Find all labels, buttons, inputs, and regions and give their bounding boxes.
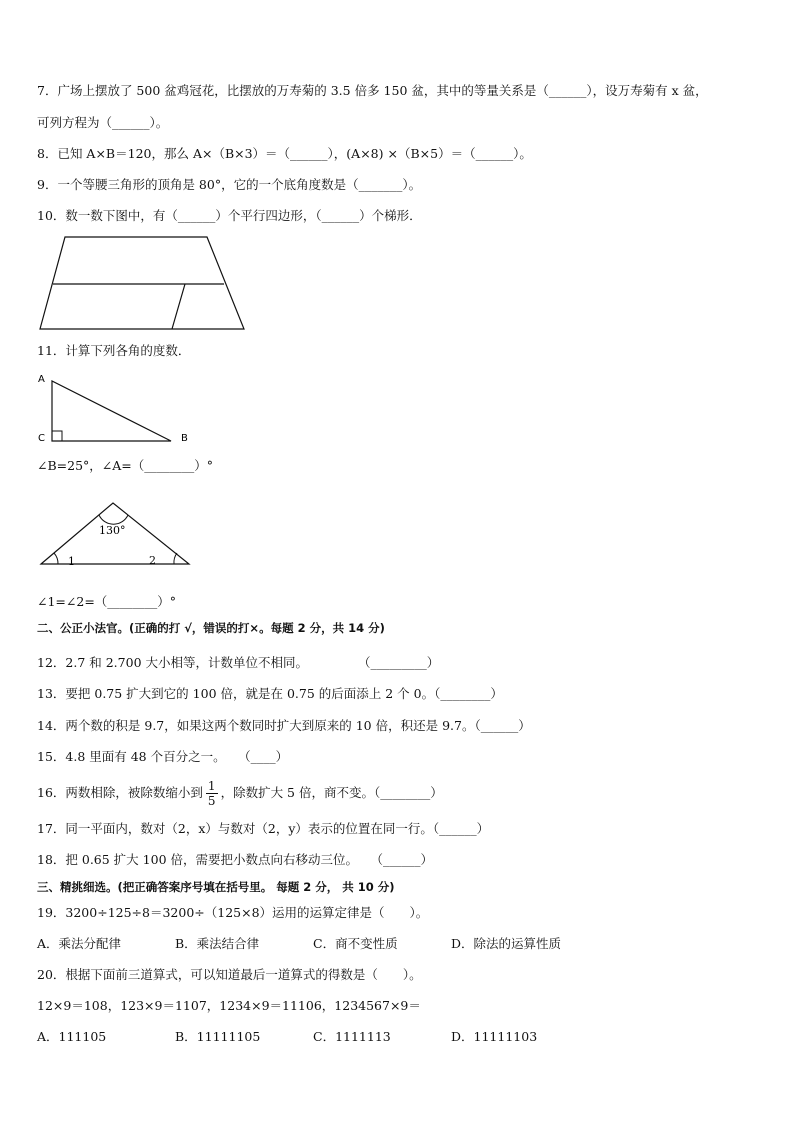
question-20-options <box>37 1029 589 1045</box>
option-d: D．11111103 <box>451 1029 538 1044</box>
vertex-label-b: B <box>181 433 188 444</box>
option-a: A．乘法分配律 <box>37 936 122 951</box>
question-11-answer-2: ∠1=∠2=（________）° <box>37 594 177 609</box>
question-7-line-1: 7．广场上摆放了 500 盆鸡冠花，比摆放的万寿菊的 3.5 倍多 150 盆，其中的等量关系是（______），设万寿菊有 x 盆， <box>37 83 708 98</box>
option-b: B．乘法结合律 <box>175 936 260 951</box>
section-3-title: 三、精挑细选。(把正确答案序号填在括号里。 每题 2 分， 共 10 分) <box>37 880 395 894</box>
question-14: 14．两个数的积是 9.7，如果这两个数同时扩大到原来的 10 倍，积还是 9.7。（______） <box>37 718 531 733</box>
trapezoid-outline <box>40 237 244 329</box>
vertex-label-a: A <box>38 374 45 385</box>
option-b: B．11111105 <box>175 1029 261 1044</box>
question-16 <box>37 776 443 810</box>
right-triangle-outline <box>52 381 171 441</box>
question-18: 18．把 0.65 扩大 100 倍，需要把小数点向右移动三位。 （______） <box>37 852 433 867</box>
angle-2-label: 2 <box>149 554 156 567</box>
option-c: C．1111113 <box>313 1029 391 1044</box>
fraction-denominator: 5 <box>207 794 216 808</box>
question-19: 19．3200÷125÷8＝3200÷（125×8）运用的运算定律是（ ）。 <box>37 905 429 920</box>
question-10: 10．数一数下图中，有（______）个平行四边形，（______）个梯形． <box>37 208 422 223</box>
question-9: 9．一个等腰三角形的顶角是 80°，它的一个底角度数是（_______）。 <box>37 177 422 192</box>
question-15: 15．4.8 里面有 48 个百分之一。 （____） <box>37 749 289 764</box>
question-7-line-2: 可列方程为（______）。 <box>37 115 169 130</box>
fraction-one-fifth <box>206 779 218 808</box>
question-20: 20．根据下面前三道算式，可以知道最后一道算式的得数是（ ）。 <box>37 967 422 982</box>
question-16-suffix: ，除数扩大 5 倍，商不变。（________） <box>220 785 443 800</box>
question-8: 8．已知 A×B＝120，那么 A×（B×3）＝（______），(A×8) ×（B×5）＝（______）。 <box>37 146 532 161</box>
option-c: C．商不变性质 <box>313 936 398 951</box>
right-triangle-figure <box>35 370 195 448</box>
question-20-equations: 12×9＝108，123×9＝1107，1234×9＝11106，1234567×9＝ <box>37 998 421 1013</box>
option-a: A．111105 <box>37 1029 107 1044</box>
question-19-options <box>37 936 589 952</box>
question-13: 13．要把 0.75 扩大到它的 100 倍，就是在 0.75 的后面添上 2 个 0。（________） <box>37 686 503 701</box>
option-d: D．除法的运算性质 <box>451 936 562 951</box>
trapezoid-figure <box>38 234 248 334</box>
question-11: 11．计算下列各角的度数． <box>37 343 191 358</box>
question-11-answer-1: ∠B=25°，∠A=（________）° <box>37 458 214 473</box>
section-2-title: 二、公正小法官。(正确的打 √，错误的打×。每题 2 分，共 14 分) <box>37 621 385 635</box>
question-16-prefix: 16．两数相除，被除数缩小到 <box>37 785 203 800</box>
question-17: 17．同一平面内，数对（2，x）与数对（2，y）表示的位置在同一行。（______） <box>37 821 490 836</box>
angle-1-arc <box>54 553 58 564</box>
vertex-label-c: C <box>38 433 45 444</box>
isosceles-triangle-figure <box>37 500 197 570</box>
apex-angle-arc <box>99 515 128 524</box>
question-12: 12．2.7 和 2.700 大小相等，计数单位不相同。 （_________） <box>37 655 440 670</box>
right-angle-mark <box>52 431 62 441</box>
trapezoid-slant-line <box>172 284 185 329</box>
apex-angle-label: 130° <box>99 524 126 537</box>
angle-1-label: 1 <box>68 555 75 568</box>
fraction-numerator: 1 <box>207 779 216 793</box>
